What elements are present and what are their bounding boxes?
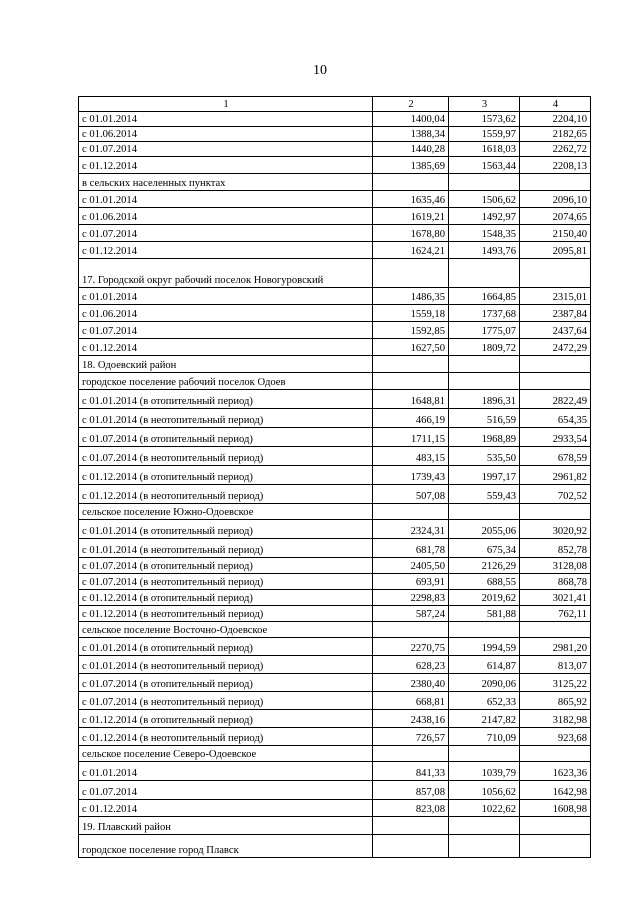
col3-value [449, 622, 520, 638]
col3-value [449, 817, 520, 835]
col4-value: 2208,13 [520, 157, 591, 174]
col2-value: 693,91 [373, 574, 449, 590]
col4-value: 2961,82 [520, 466, 591, 485]
col3-value: 2055,06 [449, 520, 520, 539]
col4-value: 702,52 [520, 485, 591, 504]
header-row [79, 97, 591, 112]
col3-value: 1548,35 [449, 225, 520, 242]
col3-value: 1506,62 [449, 191, 520, 208]
row-label: с 01.07.2014 [79, 142, 373, 157]
col4-value: 813,07 [520, 656, 591, 674]
col4-value: 2981,20 [520, 638, 591, 656]
col4-value [520, 746, 591, 762]
col3-value [449, 504, 520, 520]
col4-value: 2150,40 [520, 225, 591, 242]
col2-value: 507,08 [373, 485, 449, 504]
table-row [79, 520, 591, 539]
table-row [79, 762, 591, 781]
row-label: с 01.01.2014 (в неотопительный период) [79, 539, 373, 558]
table-row [79, 225, 591, 242]
col3-value [449, 259, 520, 288]
row-label: с 01.01.2014 (в неотопительный период) [79, 656, 373, 674]
col2-value: 668,81 [373, 692, 449, 710]
table-row [79, 447, 591, 466]
row-label: с 01.12.2014 [79, 157, 373, 174]
row-label: с 01.12.2014 [79, 339, 373, 356]
col4-value [520, 622, 591, 638]
col2-value: 681,78 [373, 539, 449, 558]
col4-value: 762,11 [520, 606, 591, 622]
col4-value [520, 373, 591, 390]
row-label: с 01.07.2014 (в неотопительный период) [79, 692, 373, 710]
table-row [79, 817, 591, 835]
col3-value: 1492,97 [449, 208, 520, 225]
col4-value: 3128,08 [520, 558, 591, 574]
col2-value: 2405,50 [373, 558, 449, 574]
tariff-table [78, 96, 591, 858]
table-row [79, 485, 591, 504]
col3-value: 614,87 [449, 656, 520, 674]
col2-value: 1592,85 [373, 322, 449, 339]
row-label: с 01.01.2014 [79, 112, 373, 127]
col3-value [449, 835, 520, 858]
col2-value [373, 622, 449, 638]
col4-value: 2437,64 [520, 322, 591, 339]
col4-value: 1608,98 [520, 800, 591, 817]
col3-value: 516,59 [449, 409, 520, 428]
row-label: городское поселение рабочий поселок Одоев [79, 373, 373, 390]
row-label: с 01.07.2014 (в неотопительный период) [79, 574, 373, 590]
col2-value: 2324,31 [373, 520, 449, 539]
col3-value [449, 373, 520, 390]
col3-value: 1039,79 [449, 762, 520, 781]
row-label: с 01.06.2014 [79, 305, 373, 322]
row-label: с 01.01.2014 (в неотопительный период) [79, 409, 373, 428]
row-label: с 01.07.2014 (в отопительный период) [79, 674, 373, 692]
col3-value [449, 746, 520, 762]
col4-value: 1623,36 [520, 762, 591, 781]
row-label: с 01.01.2014 [79, 191, 373, 208]
table-row [79, 746, 591, 762]
col2-value: 587,24 [373, 606, 449, 622]
col2-value: 1624,21 [373, 242, 449, 259]
table-row [79, 781, 591, 800]
table-row [79, 305, 591, 322]
table-row [79, 142, 591, 157]
table-row [79, 710, 591, 728]
col2-value: 1388,34 [373, 127, 449, 142]
col2-value: 1559,18 [373, 305, 449, 322]
col4-value: 2182,65 [520, 127, 591, 142]
col2-value: 2270,75 [373, 638, 449, 656]
col3-value: 1563,44 [449, 157, 520, 174]
table-row [79, 674, 591, 692]
row-label: сельское поселение Южно-Одоевское [79, 504, 373, 520]
row-label: с 01.01.2014 (в отопительный период) [79, 520, 373, 539]
row-label: с 01.12.2014 (в неотопительный период) [79, 728, 373, 746]
col4-value [520, 174, 591, 191]
row-label: с 01.01.2014 (в отопительный период) [79, 638, 373, 656]
col3-value: 1896,31 [449, 390, 520, 409]
col2-value: 483,15 [373, 447, 449, 466]
col3-value: 2147,82 [449, 710, 520, 728]
col4-value: 654,35 [520, 409, 591, 428]
col2-value: 1440,28 [373, 142, 449, 157]
table-row [79, 504, 591, 520]
col2-value [373, 174, 449, 191]
col4-value [520, 356, 591, 373]
table-row [79, 322, 591, 339]
col3-value: 652,33 [449, 692, 520, 710]
col3-value: 1809,72 [449, 339, 520, 356]
row-label: сельское поселение Северо-Одоевское [79, 746, 373, 762]
col2-value: 1678,80 [373, 225, 449, 242]
col2-value [373, 259, 449, 288]
col3-value: 2090,06 [449, 674, 520, 692]
col2-value: 1486,35 [373, 288, 449, 305]
header-cell-col4: 4 [520, 97, 591, 112]
row-label: с 01.07.2014 [79, 781, 373, 800]
col3-value: 1737,68 [449, 305, 520, 322]
col4-value: 2262,72 [520, 142, 591, 157]
table-row [79, 127, 591, 142]
table-row [79, 558, 591, 574]
row-label: с 01.07.2014 (в неотопительный период) [79, 447, 373, 466]
col4-value [520, 835, 591, 858]
col2-value: 1635,46 [373, 191, 449, 208]
col2-value: 2380,40 [373, 674, 449, 692]
col4-value: 852,78 [520, 539, 591, 558]
row-label: с 01.06.2014 [79, 208, 373, 225]
table-row [79, 590, 591, 606]
col4-value [520, 817, 591, 835]
col2-value: 1400,04 [373, 112, 449, 127]
row-label: с 01.12.2014 (в отопительный период) [79, 590, 373, 606]
col3-value: 1559,97 [449, 127, 520, 142]
row-label: с 01.12.2014 [79, 242, 373, 259]
col2-value: 1739,43 [373, 466, 449, 485]
table-row [79, 356, 591, 373]
col4-value: 678,59 [520, 447, 591, 466]
table-row [79, 466, 591, 485]
col2-value [373, 817, 449, 835]
col4-value: 865,92 [520, 692, 591, 710]
col3-value: 710,09 [449, 728, 520, 746]
col3-value [449, 356, 520, 373]
col4-value: 3020,92 [520, 520, 591, 539]
col2-value: 726,57 [373, 728, 449, 746]
col2-value: 1619,21 [373, 208, 449, 225]
row-label: сельское поселение Восточно-Одоевское [79, 622, 373, 638]
row-label: с 01.12.2014 (в отопительный период) [79, 466, 373, 485]
row-label: 18. Одоевский район [79, 356, 373, 373]
table-row [79, 656, 591, 674]
col3-value: 1493,76 [449, 242, 520, 259]
table-row [79, 539, 591, 558]
col4-value: 2387,84 [520, 305, 591, 322]
col3-value: 581,88 [449, 606, 520, 622]
row-label: 19. Плавский район [79, 817, 373, 835]
row-label: с 01.06.2014 [79, 127, 373, 142]
col2-value: 823,08 [373, 800, 449, 817]
col3-value: 1775,07 [449, 322, 520, 339]
col4-value: 2822,49 [520, 390, 591, 409]
table-row [79, 638, 591, 656]
row-label: с 01.12.2014 (в неотопительный период) [79, 485, 373, 504]
row-label: с 01.07.2014 (в отопительный период) [79, 428, 373, 447]
header-cell-col1: 1 [79, 97, 373, 112]
col2-value [373, 746, 449, 762]
col2-value [373, 356, 449, 373]
table-row [79, 339, 591, 356]
col3-value: 688,55 [449, 574, 520, 590]
col3-value: 1997,17 [449, 466, 520, 485]
table-row [79, 191, 591, 208]
row-label: в сельских населенных пунктах [79, 174, 373, 191]
col2-value: 466,19 [373, 409, 449, 428]
col4-value: 3021,41 [520, 590, 591, 606]
col4-value: 2315,01 [520, 288, 591, 305]
col3-value: 1968,89 [449, 428, 520, 447]
table-row [79, 208, 591, 225]
table-row [79, 800, 591, 817]
row-label: с 01.07.2014 [79, 322, 373, 339]
col4-value: 3125,22 [520, 674, 591, 692]
table-row [79, 174, 591, 191]
row-label: с 01.01.2014 [79, 288, 373, 305]
row-label: с 01.12.2014 (в неотопительный период) [79, 606, 373, 622]
col2-value: 1385,69 [373, 157, 449, 174]
col4-value: 2933,54 [520, 428, 591, 447]
table-row [79, 428, 591, 447]
col4-value: 3182,98 [520, 710, 591, 728]
col2-value [373, 373, 449, 390]
table-row [79, 728, 591, 746]
col2-value: 1627,50 [373, 339, 449, 356]
col3-value: 1056,62 [449, 781, 520, 800]
col3-value: 535,50 [449, 447, 520, 466]
col3-value: 1573,62 [449, 112, 520, 127]
col3-value [449, 174, 520, 191]
col2-value: 1711,15 [373, 428, 449, 447]
col4-value [520, 504, 591, 520]
table-row [79, 157, 591, 174]
row-label: 17. Городской округ рабочий поселок Новогуровский [79, 259, 373, 288]
table-row [79, 373, 591, 390]
col4-value: 2095,81 [520, 242, 591, 259]
col3-value: 1994,59 [449, 638, 520, 656]
col4-value: 2204,10 [520, 112, 591, 127]
col3-value: 1618,03 [449, 142, 520, 157]
col4-value: 1642,98 [520, 781, 591, 800]
table-row [79, 835, 591, 858]
row-label: с 01.01.2014 (в отопительный период) [79, 390, 373, 409]
row-label: с 01.07.2014 (в отопительный период) [79, 558, 373, 574]
col2-value: 2438,16 [373, 710, 449, 728]
table-row [79, 574, 591, 590]
table-row [79, 409, 591, 428]
col2-value: 2298,83 [373, 590, 449, 606]
col2-value: 857,08 [373, 781, 449, 800]
col4-value: 2472,29 [520, 339, 591, 356]
row-label: городское поселение город Плавск [79, 835, 373, 858]
col3-value: 2126,29 [449, 558, 520, 574]
table-row [79, 692, 591, 710]
col4-value: 2096,10 [520, 191, 591, 208]
col2-value: 628,23 [373, 656, 449, 674]
col3-value: 559,43 [449, 485, 520, 504]
row-label: с 01.07.2014 [79, 225, 373, 242]
col2-value: 841,33 [373, 762, 449, 781]
col3-value: 2019,62 [449, 590, 520, 606]
col3-value: 1022,62 [449, 800, 520, 817]
row-label: с 01.12.2014 (в отопительный период) [79, 710, 373, 728]
col4-value: 868,78 [520, 574, 591, 590]
table-row [79, 288, 591, 305]
table-row [79, 259, 591, 288]
col3-value: 1664,85 [449, 288, 520, 305]
row-label: с 01.12.2014 [79, 800, 373, 817]
table-row [79, 622, 591, 638]
table-row [79, 112, 591, 127]
col2-value: 1648,81 [373, 390, 449, 409]
table-row [79, 242, 591, 259]
row-label: с 01.01.2014 [79, 762, 373, 781]
table-row [79, 390, 591, 409]
col4-value: 2074,65 [520, 208, 591, 225]
page-number: 10 [313, 63, 327, 78]
header-cell-col2: 2 [373, 97, 449, 112]
col2-value [373, 835, 449, 858]
header-cell-col3: 3 [449, 97, 520, 112]
table-row [79, 606, 591, 622]
col2-value [373, 504, 449, 520]
col3-value: 675,34 [449, 539, 520, 558]
col4-value [520, 259, 591, 288]
col4-value: 923,68 [520, 728, 591, 746]
